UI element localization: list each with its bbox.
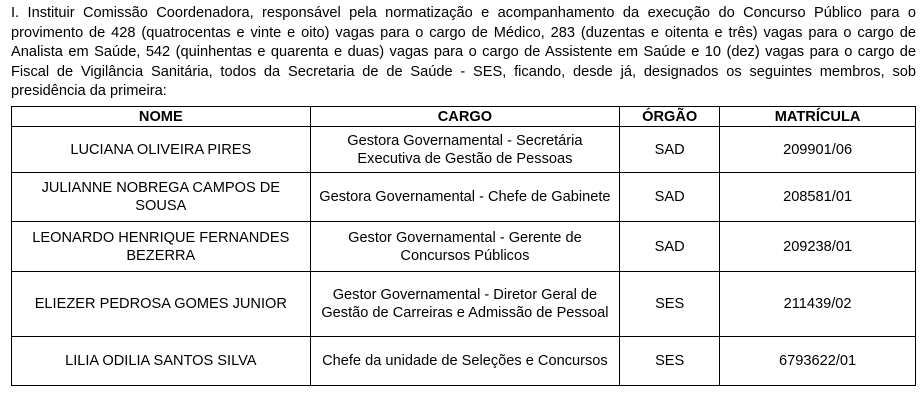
table-row xyxy=(12,337,916,386)
cell-orgao: SES xyxy=(620,272,720,337)
cell-matricula: 208581/01 xyxy=(720,173,916,222)
cell-matricula: 209901/06 xyxy=(720,127,916,173)
header-matricula: MATRÍCULA xyxy=(720,107,916,127)
cell-cargo: Gestor Governamental - Gerente de Concursos Públicos xyxy=(310,222,620,272)
cell-matricula: 6793622/01 xyxy=(720,337,916,386)
cell-nome: LEONARDO HENRIQUE FERNANDES BEZERRA xyxy=(12,222,311,272)
table-row xyxy=(12,127,916,173)
cell-orgao: SAD xyxy=(620,222,720,272)
cell-nome: LILIA ODILIA SANTOS SILVA xyxy=(12,337,311,386)
cell-cargo: Chefe da unidade de Seleções e Concursos xyxy=(310,337,620,386)
header-nome: NOME xyxy=(12,107,311,127)
table-row xyxy=(12,173,916,222)
resolution-paragraph: I. Instituir Comissão Coordenadora, responsável pela normatização e acompanhamento da execução do Concurso Público para o provimento de 428 (quatrocentas e vinte e oito) vagas para o cargo de Médico, 283 (duzentas e oitenta e três) vagas para o cargo de Analista em Saúde, 542 (quinhentas e quarenta e duas) vagas para o cargo de Assistente em Saúde e 10 (dez) vagas para o cargo de Fiscal de Vigilância Sanitária, todos da Secretaria de de Saúde - SES, ficando, desde já, designados os seguintes membros, sob presidência da primeira: xyxy=(11,5,916,99)
cell-cargo: Gestora Governamental - Chefe de Gabinete xyxy=(310,173,620,222)
table-row xyxy=(12,272,916,337)
cell-nome: JULIANNE NOBREGA CAMPOS DE SOUSA xyxy=(12,173,311,222)
cell-matricula: 209238/01 xyxy=(720,222,916,272)
cell-orgao: SAD xyxy=(620,173,720,222)
cell-orgao: SAD xyxy=(620,127,720,173)
header-orgao: ÓRGÃO xyxy=(620,107,720,127)
cell-cargo: Gestor Governamental - Diretor Geral de Gestão de Carreiras e Admissão de Pessoal xyxy=(310,272,620,337)
cell-matricula: 211439/02 xyxy=(720,272,916,337)
cell-orgao: SES xyxy=(620,337,720,386)
cell-cargo: Gestora Governamental - Secretária Executiva de Gestão de Pessoas xyxy=(310,127,620,173)
header-cargo: CARGO xyxy=(310,107,620,127)
members-table xyxy=(11,106,916,386)
table-row xyxy=(12,222,916,272)
cell-nome: ELIEZER PEDROSA GOMES JUNIOR xyxy=(12,272,311,337)
cell-nome: LUCIANA OLIVEIRA PIRES xyxy=(12,127,311,173)
table-header-row xyxy=(12,107,916,127)
